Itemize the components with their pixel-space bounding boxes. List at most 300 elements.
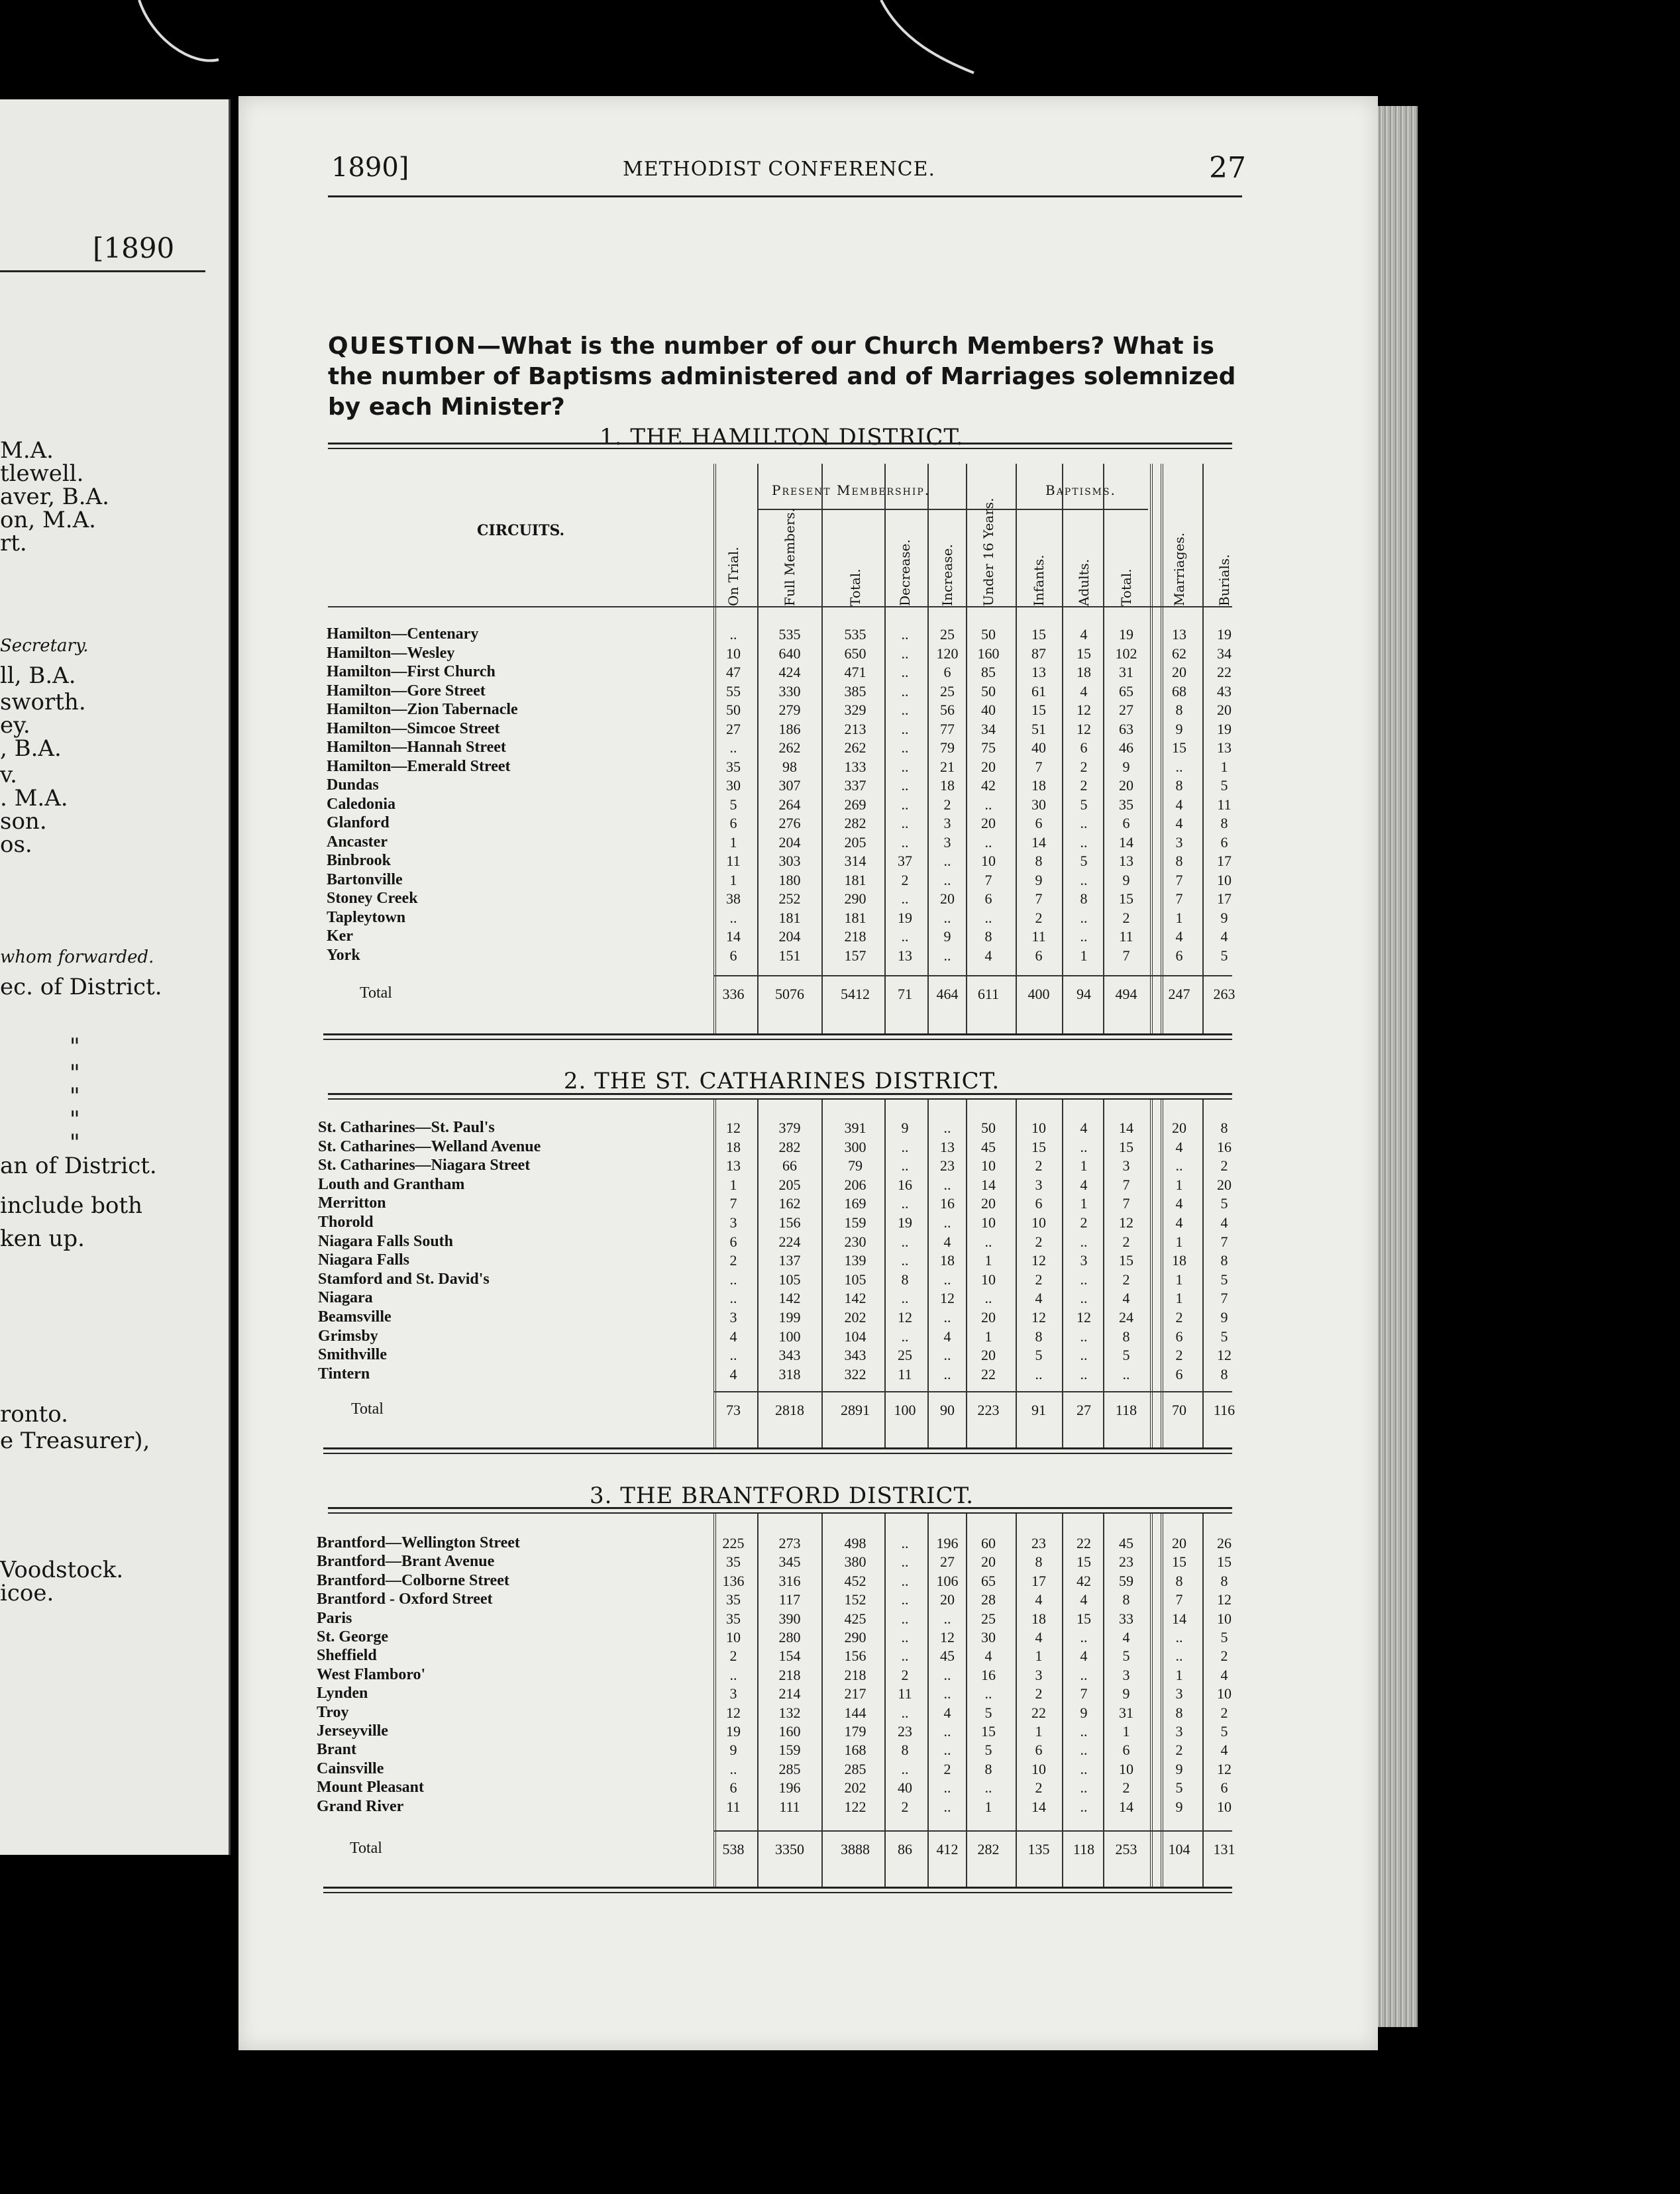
circuit-name: Brantford—Colborne Street [317, 1571, 509, 1589]
table-cell: .. [901, 1535, 909, 1551]
table-cell: 300 [844, 1138, 866, 1155]
table-cell: 4 [1220, 928, 1228, 945]
total-cell: 116 [1213, 1402, 1235, 1418]
table-cell: 5 [1175, 1779, 1183, 1797]
table-top-rule [328, 1507, 1232, 1514]
table-cell: 8 [901, 1271, 909, 1288]
table-cell: 23 [898, 1723, 912, 1740]
table-cell: 3 [943, 815, 951, 831]
table-cell: 4 [943, 1704, 951, 1721]
circuit-name: Lynden [317, 1685, 368, 1702]
table-cell: 2 [1122, 1271, 1130, 1288]
table-cell: 18 [1172, 1252, 1186, 1269]
table-cell: 22 [1031, 1704, 1046, 1721]
table-cell: 14 [726, 928, 741, 945]
table-cell: .. [901, 1647, 909, 1665]
total-cell: 27 [1076, 1402, 1091, 1418]
table-cell: 380 [844, 1553, 866, 1571]
table-cell: .. [1080, 871, 1088, 888]
table-cell: 7 [1122, 1195, 1130, 1212]
table-cell: 137 [778, 1252, 801, 1269]
table-cell: 4 [1122, 1290, 1130, 1307]
circuit-name: Thorold [318, 1214, 374, 1231]
table-cell: .. [943, 1798, 951, 1815]
table-cell: 23 [1119, 1553, 1133, 1571]
table-cell: 1 [984, 1252, 992, 1269]
table-cell: 15 [1119, 1138, 1133, 1155]
table-cell: 19 [1217, 626, 1232, 643]
table-cell: 142 [844, 1290, 866, 1307]
table-cell: .. [1080, 833, 1088, 851]
total-cell: 2891 [841, 1402, 870, 1418]
table-cell: .. [943, 1685, 951, 1702]
table-cell: 1 [1080, 1195, 1088, 1212]
table-cell: 5 [1220, 1723, 1228, 1740]
total-cell: 91 [1031, 1402, 1046, 1418]
table-cell: 18 [940, 777, 955, 794]
table-cell: 10 [1217, 1685, 1232, 1702]
column-separator [1150, 464, 1153, 1033]
total-cell: 73 [726, 1402, 741, 1418]
table-cell: .. [1175, 1629, 1183, 1646]
running-head-title: METHODIST CONFERENCE. [623, 158, 936, 181]
background-cable [0, 0, 1680, 106]
table-cell: 106 [936, 1572, 959, 1589]
table-cell: 290 [844, 890, 866, 907]
table-cell: 12 [1031, 1309, 1046, 1326]
table-cell: 16 [1217, 1138, 1232, 1155]
total-rule [713, 1830, 1232, 1832]
circuit-name: Niagara Falls South [318, 1232, 454, 1250]
table-cell: 10 [981, 1271, 996, 1288]
table-cell: 285 [844, 1760, 866, 1777]
previous-page-line: icoe. [0, 1580, 54, 1606]
table-cell: .. [943, 909, 951, 926]
table-cell: 322 [844, 1365, 866, 1383]
table-cell: 1 [984, 1798, 992, 1815]
table-cell: 27 [726, 720, 741, 737]
table-cell: 4 [1175, 928, 1183, 945]
previous-page-line: e Treasurer), [0, 1428, 150, 1454]
table-cell: 120 [936, 645, 959, 662]
table-cell: 307 [778, 777, 801, 794]
table-cell: 50 [981, 1120, 996, 1136]
circuit-name: Paris [317, 1609, 352, 1627]
table-cell: 132 [778, 1704, 801, 1721]
table-cell: 9 [1122, 1685, 1130, 1702]
table-cell: 16 [981, 1666, 996, 1683]
table-cell: 4 [984, 947, 992, 964]
table-cell: .. [943, 1347, 951, 1364]
table-cell: 2 [1122, 1233, 1130, 1250]
table-cell: .. [943, 1309, 951, 1326]
table-cell: 4 [1035, 1591, 1043, 1608]
table-cell: 12 [1076, 1309, 1091, 1326]
total-cell: 135 [1027, 1841, 1050, 1857]
table-cell: 7 [1175, 1591, 1183, 1608]
table-cell: 2 [1080, 758, 1088, 775]
table-cell: 390 [778, 1610, 801, 1627]
table-cell: 6 [1035, 1742, 1043, 1759]
table-cell: 28 [981, 1591, 996, 1608]
table-cell: .. [901, 1704, 909, 1721]
table-cell: 56 [940, 702, 955, 718]
table-cell: 13 [726, 1157, 741, 1175]
table-cell: .. [984, 1685, 992, 1702]
header-rule [328, 195, 1242, 197]
previous-page-rule [0, 270, 205, 272]
table-cell: 202 [844, 1779, 866, 1797]
table-cell: .. [901, 928, 909, 945]
circuit-name: Grand River [317, 1797, 404, 1815]
table-cell: 104 [844, 1328, 866, 1345]
table-cell: 7 [1122, 947, 1130, 964]
table-cell: .. [729, 1271, 737, 1288]
table-cell: 3 [729, 1309, 737, 1326]
table-cell: 337 [844, 777, 866, 794]
column-header: Infants. [1031, 554, 1047, 606]
table-cell: .. [943, 1271, 951, 1288]
table-cell: 5 [984, 1742, 992, 1759]
column-separator [821, 464, 823, 1033]
table-cell: 3 [1035, 1666, 1043, 1683]
table-cell: 18 [1031, 777, 1046, 794]
table-cell: 2 [901, 1798, 909, 1815]
table-cell: 136 [722, 1572, 745, 1589]
table-cell: 13 [898, 947, 912, 964]
question [328, 331, 1249, 423]
table-cell: 162 [778, 1195, 801, 1212]
table-cell: 19 [898, 1214, 912, 1231]
table-cell: .. [901, 1629, 909, 1646]
total-cell: 336 [722, 986, 745, 1002]
table-cell: .. [1080, 815, 1088, 831]
table-cell: 3 [1175, 1723, 1183, 1740]
previous-page-line: sworth. [0, 689, 86, 715]
table-cell: 276 [778, 815, 801, 831]
circuit-name: Hamilton—First Church [327, 663, 496, 680]
table-cell: 27 [1119, 702, 1133, 718]
table-cell: 5 [1122, 1347, 1130, 1364]
table-cell: 35 [726, 1591, 741, 1608]
table-cell: .. [943, 1723, 951, 1740]
column-header: Increase. [939, 544, 955, 606]
previous-page-line: , B.A. [0, 735, 62, 762]
table-cell: 1 [1175, 1233, 1183, 1250]
table-cell: 5 [1035, 1347, 1043, 1364]
table-cell: 59 [1119, 1572, 1133, 1589]
table-cell: 62 [1172, 645, 1186, 662]
table-cell: 9 [729, 1742, 737, 1759]
total-cell: 611 [977, 986, 1000, 1002]
table-cell: 151 [778, 947, 801, 964]
table-cell: 280 [778, 1629, 801, 1646]
table-cell: .. [901, 1572, 909, 1589]
table-top-rule [328, 443, 1232, 449]
table-cell: 9 [1122, 758, 1130, 775]
column-separator [1062, 1100, 1063, 1447]
table-cell: 21 [940, 758, 955, 775]
table-cell: 1 [729, 871, 737, 888]
table-cell: 37 [898, 853, 912, 869]
table-cell: 20 [981, 758, 996, 775]
table-cell: 12 [898, 1309, 912, 1326]
table-cell: 15 [1119, 890, 1133, 907]
table-cell: 318 [778, 1365, 801, 1383]
table-cell: 385 [844, 682, 866, 700]
circuit-name: Grimsby [318, 1327, 378, 1345]
table-cell: 8 [1175, 777, 1183, 794]
table-cell: 179 [844, 1723, 866, 1740]
previous-page-line: ey. [0, 712, 30, 739]
table-cell: 6 [729, 1779, 737, 1797]
table-cell: .. [943, 1120, 951, 1136]
circuit-name: Binbrook [327, 852, 391, 869]
table-cell: 9 [901, 1120, 909, 1136]
column-separator [1016, 1100, 1017, 1447]
table-cell: 1 [1080, 947, 1088, 964]
table-cell: 6 [943, 664, 951, 680]
table-cell: 159 [844, 1214, 866, 1231]
table-cell: 77 [940, 720, 955, 737]
table-cell: 15 [1076, 1610, 1091, 1627]
previous-page-line: on, M.A. [0, 507, 96, 533]
table-cell: 15 [981, 1723, 996, 1740]
table-cell: 100 [778, 1328, 801, 1345]
previous-page-line: . M.A. [0, 785, 68, 811]
table-cell: 10 [1119, 1760, 1133, 1777]
circuits-header: CIRCUITS. [477, 522, 565, 539]
table-cell: .. [1080, 1779, 1088, 1797]
table-cell: .. [901, 682, 909, 700]
table-cell: 10 [1217, 871, 1232, 888]
table-cell: 425 [844, 1610, 866, 1627]
table-cell: 31 [1119, 1704, 1133, 1721]
table-cell: 1 [1175, 1290, 1183, 1307]
table-cell: 160 [778, 1723, 801, 1740]
table-cell: 12 [1076, 702, 1091, 718]
table-cell: 45 [1119, 1535, 1133, 1551]
table-cell: 6 [1175, 947, 1183, 964]
table-cell: 23 [1031, 1535, 1046, 1551]
table-cell: 139 [844, 1252, 866, 1269]
table-cell: 5 [1122, 1647, 1130, 1665]
column-separator [757, 464, 759, 1033]
table-cell: 15 [1217, 1553, 1232, 1571]
table-cell: 85 [981, 664, 996, 680]
table-cell: 35 [1119, 796, 1133, 813]
table-cell: 391 [844, 1120, 866, 1136]
table-cell: 20 [981, 1553, 996, 1571]
total-rule [713, 1391, 1232, 1392]
table-cell: 12 [726, 1120, 741, 1136]
total-cell: 223 [977, 1402, 1000, 1418]
table-cell: 7 [1220, 1290, 1228, 1307]
table-cell: 345 [778, 1553, 801, 1571]
table-cell: 75 [981, 739, 996, 756]
table-cell: 45 [940, 1647, 955, 1665]
table-cell: .. [901, 645, 909, 662]
table-cell: 15 [1076, 1553, 1091, 1571]
total-cell: 131 [1213, 1841, 1235, 1857]
table-cell: 4 [943, 1328, 951, 1345]
table-cell: 9 [1220, 909, 1228, 926]
table-cell: 24 [1119, 1309, 1133, 1326]
table-cell: 50 [981, 626, 996, 643]
table-cell: .. [1080, 1138, 1088, 1155]
table-cell: 9 [1175, 1760, 1183, 1777]
circuit-name: Louth and Grantham [318, 1175, 465, 1193]
table-cell: 8 [1220, 1120, 1228, 1136]
table-cell: 6 [1035, 947, 1043, 964]
table-cell: 105 [778, 1271, 801, 1288]
table-cell: 26 [1217, 1535, 1232, 1551]
previous-page-line: " [70, 1106, 80, 1133]
table-cell: 224 [778, 1233, 801, 1250]
table-cell: 79 [848, 1157, 863, 1175]
table-cell: 204 [778, 833, 801, 851]
table-cell: .. [901, 1760, 909, 1777]
table-cell: 20 [1172, 1535, 1186, 1551]
table-cell: 8 [1175, 702, 1183, 718]
table-cell: 273 [778, 1535, 801, 1551]
table-cell: 640 [778, 645, 801, 662]
table-cell: 230 [844, 1233, 866, 1250]
column-header: Full Members. [782, 507, 798, 606]
table-cell: 4 [1220, 1214, 1228, 1231]
table-cell: 38 [726, 890, 741, 907]
circuit-name: West Flamboro' [317, 1665, 426, 1683]
circuit-name: St. George [317, 1628, 388, 1646]
table-cell: 5 [1080, 796, 1088, 813]
table-cell: 2 [1175, 1347, 1183, 1364]
circuit-name: Niagara Falls [318, 1251, 409, 1269]
table-cell: 330 [778, 682, 801, 700]
table-cell: 8 [984, 928, 992, 945]
table-cell: 4 [1175, 1138, 1183, 1155]
circuit-name: Hamilton—Wesley [327, 644, 455, 662]
table-cell: 9 [1035, 871, 1043, 888]
table-cell: 3 [1035, 1176, 1043, 1193]
table-cell: .. [1080, 1328, 1088, 1345]
table-cell: 4 [729, 1365, 737, 1383]
previous-page-line: ken up. [0, 1226, 85, 1252]
table-cell: 14 [1119, 833, 1133, 851]
table-cell: 4 [984, 1647, 992, 1665]
table-cell: .. [901, 796, 909, 813]
table-cell: 343 [778, 1347, 801, 1364]
table-cell: 19 [898, 909, 912, 926]
table-cell: 218 [844, 928, 866, 945]
table-cell: .. [984, 796, 992, 813]
table-cell: 214 [778, 1685, 801, 1702]
table-cell: .. [901, 1553, 909, 1571]
table-cell: 379 [778, 1120, 801, 1136]
table-cell: 12 [726, 1704, 741, 1721]
question-label: QUESTION [328, 333, 478, 360]
table-cell: 19 [1217, 720, 1232, 737]
table-cell: .. [901, 739, 909, 756]
table-cell: 6 [1035, 1195, 1043, 1212]
table-cell: .. [729, 909, 737, 926]
table-cell: 13 [1217, 739, 1232, 756]
table-cell: .. [901, 702, 909, 718]
table-cell: 5 [1220, 947, 1228, 964]
table-cell: 8 [1035, 1328, 1043, 1345]
table-cell: 10 [1217, 1610, 1232, 1627]
table-cell: 20 [981, 815, 996, 831]
table-cell: 2 [1035, 1685, 1043, 1702]
total-cell: 104 [1168, 1841, 1190, 1857]
table-cell: 1 [984, 1328, 992, 1345]
circuit-name: Brant [317, 1741, 356, 1759]
table-cell: 18 [1076, 664, 1091, 680]
previous-page-line: ronto. [0, 1401, 68, 1428]
table-cell: 45 [981, 1138, 996, 1155]
previous-page-line: ec. of District. [0, 974, 162, 1000]
table-cell: 8 [984, 1760, 992, 1777]
table-cell: 42 [981, 777, 996, 794]
table-cell: 262 [844, 739, 866, 756]
table-cell: 10 [1031, 1760, 1046, 1777]
previous-page [0, 99, 231, 1855]
table-cell: 15 [1031, 702, 1046, 718]
total-cell: 100 [894, 1402, 916, 1418]
table-cell: .. [943, 871, 951, 888]
table-cell: 8 [1122, 1328, 1130, 1345]
table-cell: 303 [778, 853, 801, 869]
table-cell: 105 [844, 1271, 866, 1288]
table-cell: 15 [1031, 1138, 1046, 1155]
table-cell: 3 [729, 1214, 737, 1231]
table-cell: 25 [940, 626, 955, 643]
table-cell: 1 [1080, 1157, 1088, 1175]
table-cell: 5 [1220, 1328, 1228, 1345]
table-cell: 20 [981, 1309, 996, 1326]
table-cell: 6 [729, 947, 737, 964]
table-cell: 156 [844, 1647, 866, 1665]
circuit-name: Niagara [318, 1289, 373, 1307]
table-cell: 30 [981, 1629, 996, 1646]
column-separator [1202, 1100, 1204, 1447]
table-cell: 159 [778, 1742, 801, 1759]
circuit-name: Ker [327, 927, 353, 945]
table-cell: 5 [1220, 1629, 1228, 1646]
table-cell: 22 [981, 1365, 996, 1383]
table-cell: 11 [726, 1798, 741, 1815]
table-cell: 9 [1122, 871, 1130, 888]
table-cell: 65 [981, 1572, 996, 1589]
table-cell: 156 [778, 1214, 801, 1231]
table-cell: 25 [981, 1610, 996, 1627]
previous-page-line: an of District. [0, 1153, 157, 1179]
table-cell: 27 [940, 1553, 955, 1571]
table-cell: .. [901, 1252, 909, 1269]
table-cell: 133 [844, 758, 866, 775]
table-cell: 16 [940, 1195, 955, 1212]
table-cell: .. [1080, 1347, 1088, 1364]
column-header: Total. [847, 568, 863, 606]
table-cell: 2 [901, 871, 909, 888]
table-cell: 5 [1220, 1271, 1228, 1288]
column-header: Under 16 Years. [980, 497, 996, 606]
table-cell: 20 [1217, 1176, 1232, 1193]
table-cell: .. [984, 1233, 992, 1250]
table-cell: 20 [940, 1591, 955, 1608]
table-cell: 1 [1175, 1176, 1183, 1193]
previous-page-line: " [70, 1060, 80, 1086]
table-cell: 60 [981, 1535, 996, 1551]
